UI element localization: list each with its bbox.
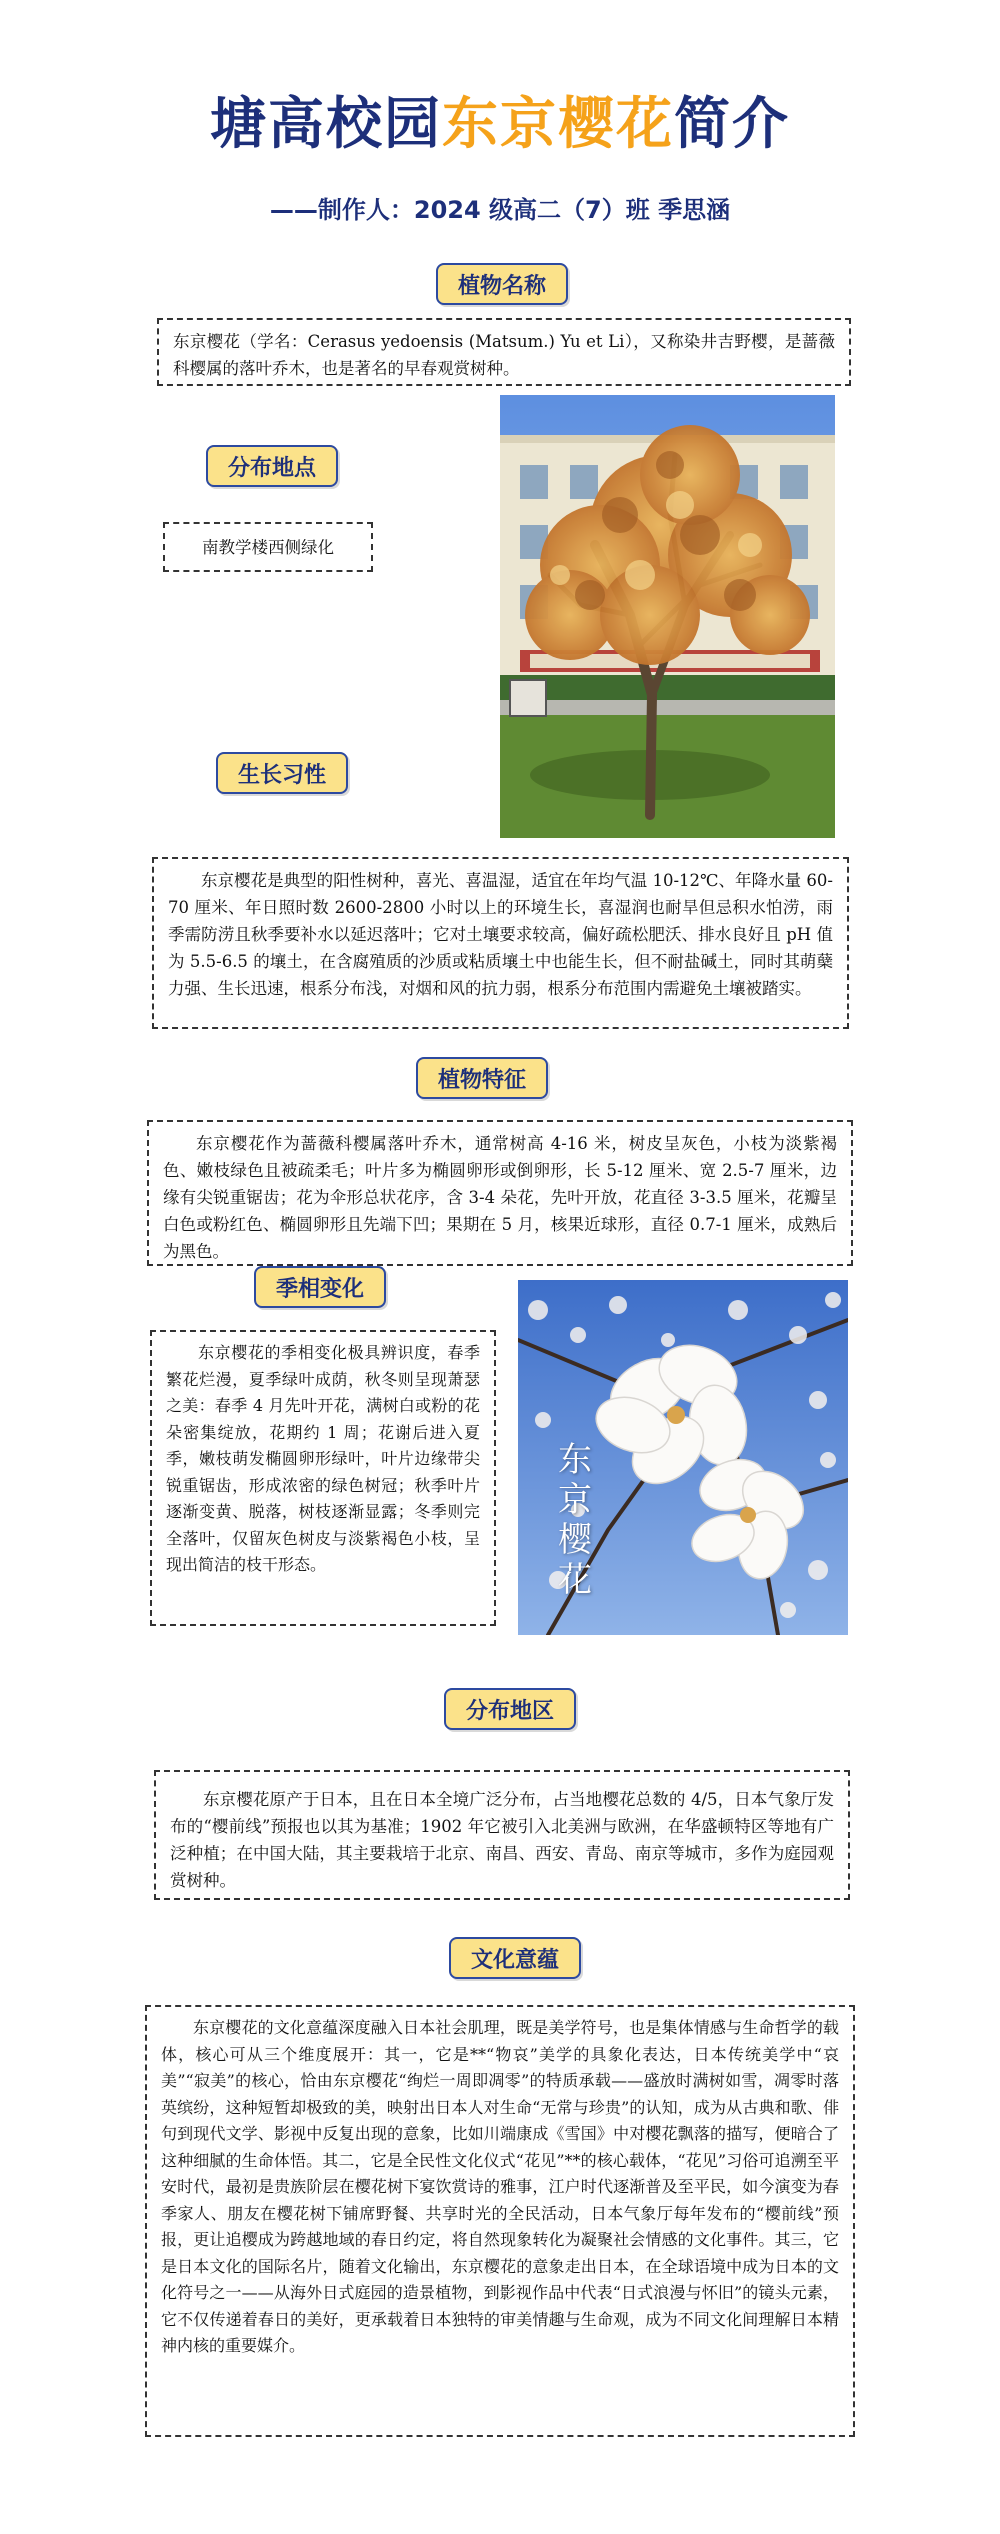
seasonal-text: 东京樱花的季相变化极具辨识度，春季繁花烂漫，夏季绿叶成荫，秋冬则呈现萧瑟之美：春季 4 月先叶开花，满树白或粉的花朵密集绽放，花期约 1 周；花谢后进入夏季，嫩枝萌发椭圆卵形绿叶，叶片边缘带尖锐重锯齿，形成浓密的绿色树冠；秋季叶片逐渐变黄、脱落，树枝逐渐显露；冬季则完全落叶，仅留灰色树皮与淡紫褐色小枝，呈现出简洁的枝干形态。: [150, 1330, 496, 1626]
page-title: [0, 90, 1000, 160]
location-text: 南教学楼西侧绿化: [163, 522, 373, 572]
title-highlight: 东京樱花: [442, 92, 674, 157]
heading-features: 植物特征: [416, 1057, 548, 1099]
growth-habit-text: 东京樱花是典型的阳性树种，喜光、喜温湿，适宜在年均气温 10-12℃、年降水量 60-70 厘米、年日照时数 2600-2800 小时以上的环境生长，喜湿润也耐旱但忌积水怕涝，雨季需防涝且秋季要补水以延迟落叶；它对土壤要求较高，偏好疏松肥沃、排水良好且 pH 值为 5.5-6.5 的壤土，在含腐殖质的沙质或粘质壤土中也能生长，但不耐盐碱土，同时其萌蘖力强、生长迅速，根系分布浅，对烟和风的抗力弱，根系分布范围内需避免土壤被踏实。: [152, 857, 849, 1029]
page-subtitle: ——制作人：2024 级高二（7）班 季思涵: [269, 196, 731, 224]
heading-location: 分布地点: [206, 445, 338, 487]
culture-text: 东京樱花的文化意蕴深度融入日本社会肌理，既是美学符号，也是集体情感与生命哲学的载体，核心可从三个维度展开：其一，它是**“物哀”美学的具象化表达，日本传统美学中“哀美”“寂美”的核心，恰由东京樱花“绚烂一周即凋零”的特质承载——盛放时满树如雪，凋零时落英缤纷，这种短暂却极致的美，映射出日本人对生命“无常与珍贵”的认知，成为从古典和歌、俳句到现代文学、影视中反复出现的意象，比如川端康成《雪国》中对樱花飘落的描写，便暗合了这种细腻的生命体悟。其二，它是全民性文化仪式“花见”**的核心载体，“花见”习俗可追溯至平安时代，最初是贵族阶层在樱花树下宴饮赏诗的雅事，江户时代逐渐普及至平民，如今演变为春季家人、朋友在樱花树下铺席野餐、共享时光的全民活动，日本气象厅每年发布的“樱前线”预报，更让追樱成为跨越地域的春日约定，将自然现象转化为凝聚社会情感的文化事件。其三，它是日本文化的国际名片，随着文化输出，东京樱花的意象走出日本，在全球语境中成为日本的文化符号之一——从海外日式庭园的造景植物，到影视作品中代表“日式浪漫与怀旧”的镜头元素，它不仅传递着春日的美好，更承载着日本独特的审美情趣与生命观，成为不同文化间理解日本精神内核的重要媒介。: [145, 2005, 855, 2437]
heading-plant-name: 植物名称: [436, 263, 568, 305]
distribution-text: 东京樱花原产于日本，且在日本全境广泛分布，占当地樱花总数的 4/5，日本气象厅发布的“樱前线”预报也以其为基准；1902 年它被引入北美洲与欧洲，在华盛顿特区等地有广泛种植；在中国大陆，其主要栽培于北京、南昌、西安、青岛、南京等城市，多作为庭园观赏树种。: [154, 1770, 850, 1900]
title-part1: 塘高校园: [210, 92, 442, 157]
flower-photo-caption: 东京樱花: [558, 1440, 592, 1600]
tree-photo-art: [500, 395, 835, 838]
features-text: 东京樱花作为蔷薇科樱属落叶乔木，通常树高 4-16 米，树皮呈灰色，小枝为淡紫褐色、嫩枝绿色且被疏柔毛；叶片多为椭圆卵形或倒卵形，长 5-12 厘米、宽 2.5-7 厘米，边缘有尖锐重锯齿；花为伞形总状花序，含 3-4 朵花，先叶开放，花直径 3-3.5 厘米，花瓣呈白色或粉红色、椭圆卵形且先端下凹；果期在 5 月，核果近球形，直径 0.7-1 厘米，成熟后为黑色。: [147, 1120, 853, 1266]
heading-growth-habit: 生长习性: [216, 752, 348, 794]
flower-photo: [518, 1280, 848, 1635]
tree-photo: [500, 395, 835, 838]
heading-seasonal: 季相变化: [254, 1266, 386, 1308]
title-part2: 简介: [674, 92, 790, 157]
plant-name-text: 东京樱花（学名：Cerasus yedoensis (Matsum.) Yu et Li），又称染井吉野樱，是蔷薇科樱属的落叶乔木，也是著名的早春观赏树种。: [157, 318, 851, 386]
heading-culture: 文化意蕴: [449, 1937, 581, 1979]
heading-distribution: 分布地区: [444, 1688, 576, 1730]
